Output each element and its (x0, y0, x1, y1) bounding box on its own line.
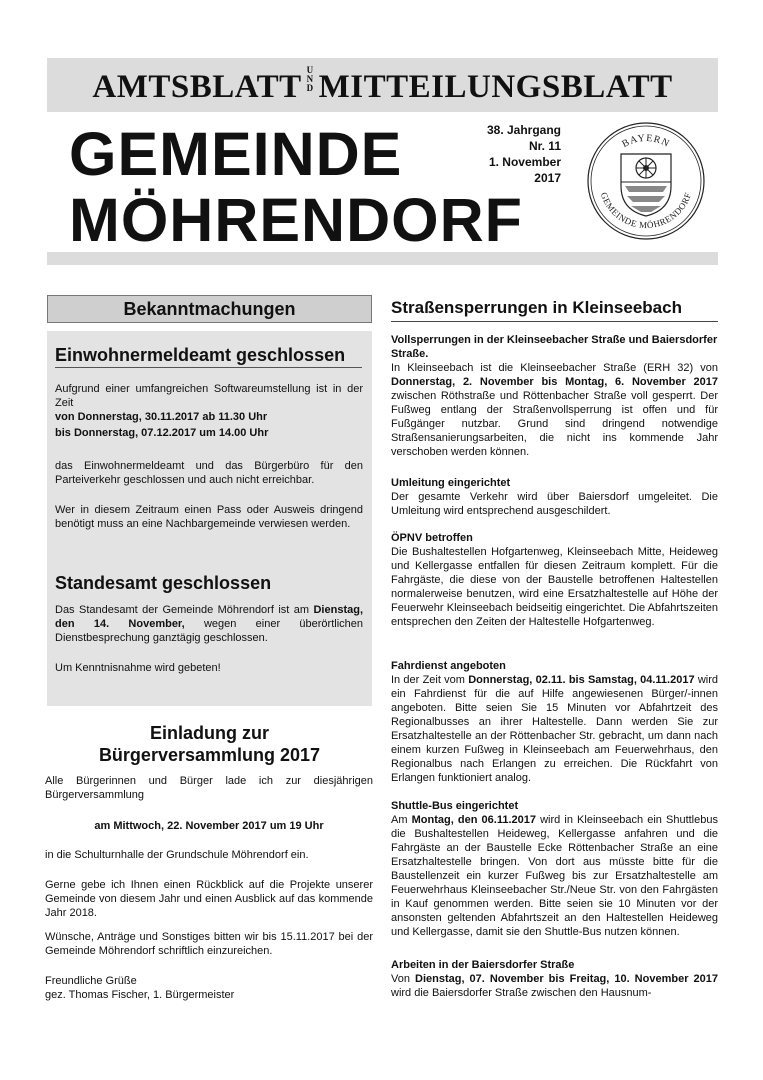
heading-einwohnermeldeamt: Einwohnermeldeamt geschlossen (55, 345, 346, 365)
subheading-oepnv: ÖPNV betroffen (391, 532, 473, 544)
masthead-title-gemeinde: GEMEINDE (69, 120, 403, 188)
subheading-shuttle: Shuttle-Bus eingerichtet (391, 800, 519, 812)
subheading-vollsperrungen: Vollsperrungen in der Kleinseebacher Straße und Baiersdorfer Straße. (391, 334, 718, 360)
event-date: am Mittwoch, 22. November 2017 um 19 Uhr (94, 820, 324, 832)
issue-info (481, 122, 561, 186)
date-line-to: bis Donnerstag, 07.12.2017 um 14.00 Uhr (55, 427, 269, 439)
subheading-umleitung: Umleitung eingerichtet (391, 477, 511, 489)
heading-einladung: Einladung zur Bürgerversammlung 2017 (98, 723, 321, 765)
paragraph: das Einwohnermeldeamt und das Bürgerbüro für den Parteiverkehr geschlossen und auch nicht erreichbar. (55, 460, 363, 486)
masthead-mitteilungsblatt: MITTEILUNGSBLATT (318, 69, 673, 105)
heading-rule (391, 321, 718, 322)
paragraph: Wer in diesem Zeitraum einen Pass oder Ausweis dringend benötigt muss an eine Nachbargemeinde verwiesen werden. (55, 504, 363, 530)
masthead-title-moehrendorf: MÖHRENDORF (69, 186, 523, 254)
heading-strassensperrungen: Straßensperrungen in Kleinseebach (391, 298, 682, 317)
paragraph: In Kleinseebach ist die Kleinseebacher Straße (ERH 32) von Donnerstag, 2. November bis Montag, 6. November 2017 zwischen Röthstraße und Röttenbacher Straße voll gesperrt. Der Fußweg entlang der Straßenvollsperrung ist offen und für Fußgänger nutzbar. Grund sind dringend notwendige Straßensanierungsarbeiten, die nicht ins kommende Jahr verschoben werden können. (391, 362, 718, 458)
masthead-top-line (47, 66, 718, 106)
masthead-title-panel (47, 112, 718, 252)
section-header-bekanntmachungen: Bekanntmachungen (47, 295, 372, 323)
issue-number: Nr. 11 (528, 139, 561, 153)
heading-rule (55, 367, 362, 368)
seal-text-top: BAYERN (620, 132, 672, 150)
paragraph: Der gesamte Verkehr wird über Baiersdorf umgeleitet. Die Umleitung wird entsprechend ausgeschildert. (391, 491, 718, 517)
paragraph: Das Standesamt der Gemeinde Möhrendorf ist am Dienstag, den 14. November, wegen einer überörtlichen Dienstbesprechung ganztägig geschlossen. (55, 604, 363, 644)
paragraph: Aufgrund einer umfangreichen Softwareumstellung ist in der Zeit (55, 383, 363, 409)
paragraph: in die Schulturnhalle der Grundschule Möhrendorf ein. (45, 849, 309, 861)
masthead-und: U N D (306, 65, 314, 93)
paragraph: In der Zeit vom Donnerstag, 02.11. bis Samstag, 04.11.2017 wird ein Fahrdienst für die auf Hilfe angewiesenen Bürger/-innen angeboten. Bitte seien Sie 15 Minuten vor Abfahrtzeit des Regionalbusses an ihrer Haltestelle. Dann werden Sie zur Ersatzhaltestelle an der Röttenbacher Str. gebracht, um dann nach einem kurzen Fußweg in Kleinseebach am Feuerwehrhaus, den Regionalbus nach Erlangen zu erreichen. Die Rückfahrt von Erlangen funktioniert analog. (391, 674, 718, 784)
signature-name: gez. Thomas Fischer, 1. Bürgermeister (45, 989, 235, 1001)
date-line-from: von Donnerstag, 30.11.2017 ab 11.30 Uhr (55, 411, 268, 423)
issue-date: 1. November 2017 (488, 155, 561, 185)
paragraph: Gerne gebe ich Ihnen einen Rückblick auf die Projekte unserer Gemeinde von diesem Jahr und einen Ausblick auf das kommende Jahr 2018. (45, 879, 373, 919)
seal-text-bottom: GEMEINDE MÖHRENDORF (598, 190, 694, 231)
masthead-amtsblatt: AMTSBLATT (92, 69, 302, 105)
signature-greeting: Freundliche Grüße (45, 975, 137, 987)
paragraph: Wünsche, Anträge und Sonstiges bitten wir bis 15.11.2017 bei der Gemeinde Möhrendorf schriftlich einzureichen. (45, 931, 373, 957)
heading-standesamt: Standesamt geschlossen (55, 573, 272, 593)
paragraph: Alle Bürgerinnen und Bürger lade ich zur diesjährigen Bürgerversammlung (45, 775, 373, 801)
issue-year: 38. Jahrgang (486, 123, 561, 137)
paragraph: Um Kenntnisnahme wird gebeten! (55, 662, 221, 674)
subheading-baiersdorfer: Arbeiten in der Baiersdorfer Straße (391, 959, 575, 971)
subheading-fahrdienst: Fahrdienst angeboten (391, 660, 506, 672)
paragraph: Von Dienstag, 07. November bis Freitag, 10. November 2017 wird die Baiersdorfer Straße zwischen den Hausnum- (391, 973, 718, 999)
paragraph: Am Montag, den 06.11.2017 wird in Kleinseebach ein Shuttlebus die Bushaltestellen Heideweg, Kellergasse anfahren und die Fahrgäste an der Baustelle Ecke Röttenbacher Straße an eine Ersatzhaltestelle bringen. Von dort aus müsste bitte für die Baustellenzeit ein kurzer Fußweg bis zur Ersatzhaltestelle am Feuerwehrhaus Kleinseebacher Str./Neue Str. von den Fahrgästen in Kauf genommen werden. Bitte seien sie 10 Minuten vor der ansonsten geltenden Abfahrtszeit an den Haltestellen Heideweg und Kellergasse, damit sie den Shuttle-Bus nutzen können. (391, 814, 718, 938)
paragraph: Die Bushaltestellen Hofgartenweg, Kleinseebach Mitte, Heideweg und Kellergasse entfallen für diesen Zeitraum komplett. Für die Fahrgäste, die diese von der Baustelle betroffenen Haltestellen normalerweise benutzen, wird eine Ersatzhaltestelle auf Höhe der Feuerwehr Kleinseebach beidseitig eingerichtet. Die Abfahrtszeiten entsprechen den Zeiten der Haltestelle Hofgartenweg. (391, 546, 718, 628)
coat-of-arms-seal-icon (585, 120, 707, 242)
masthead (47, 58, 718, 265)
